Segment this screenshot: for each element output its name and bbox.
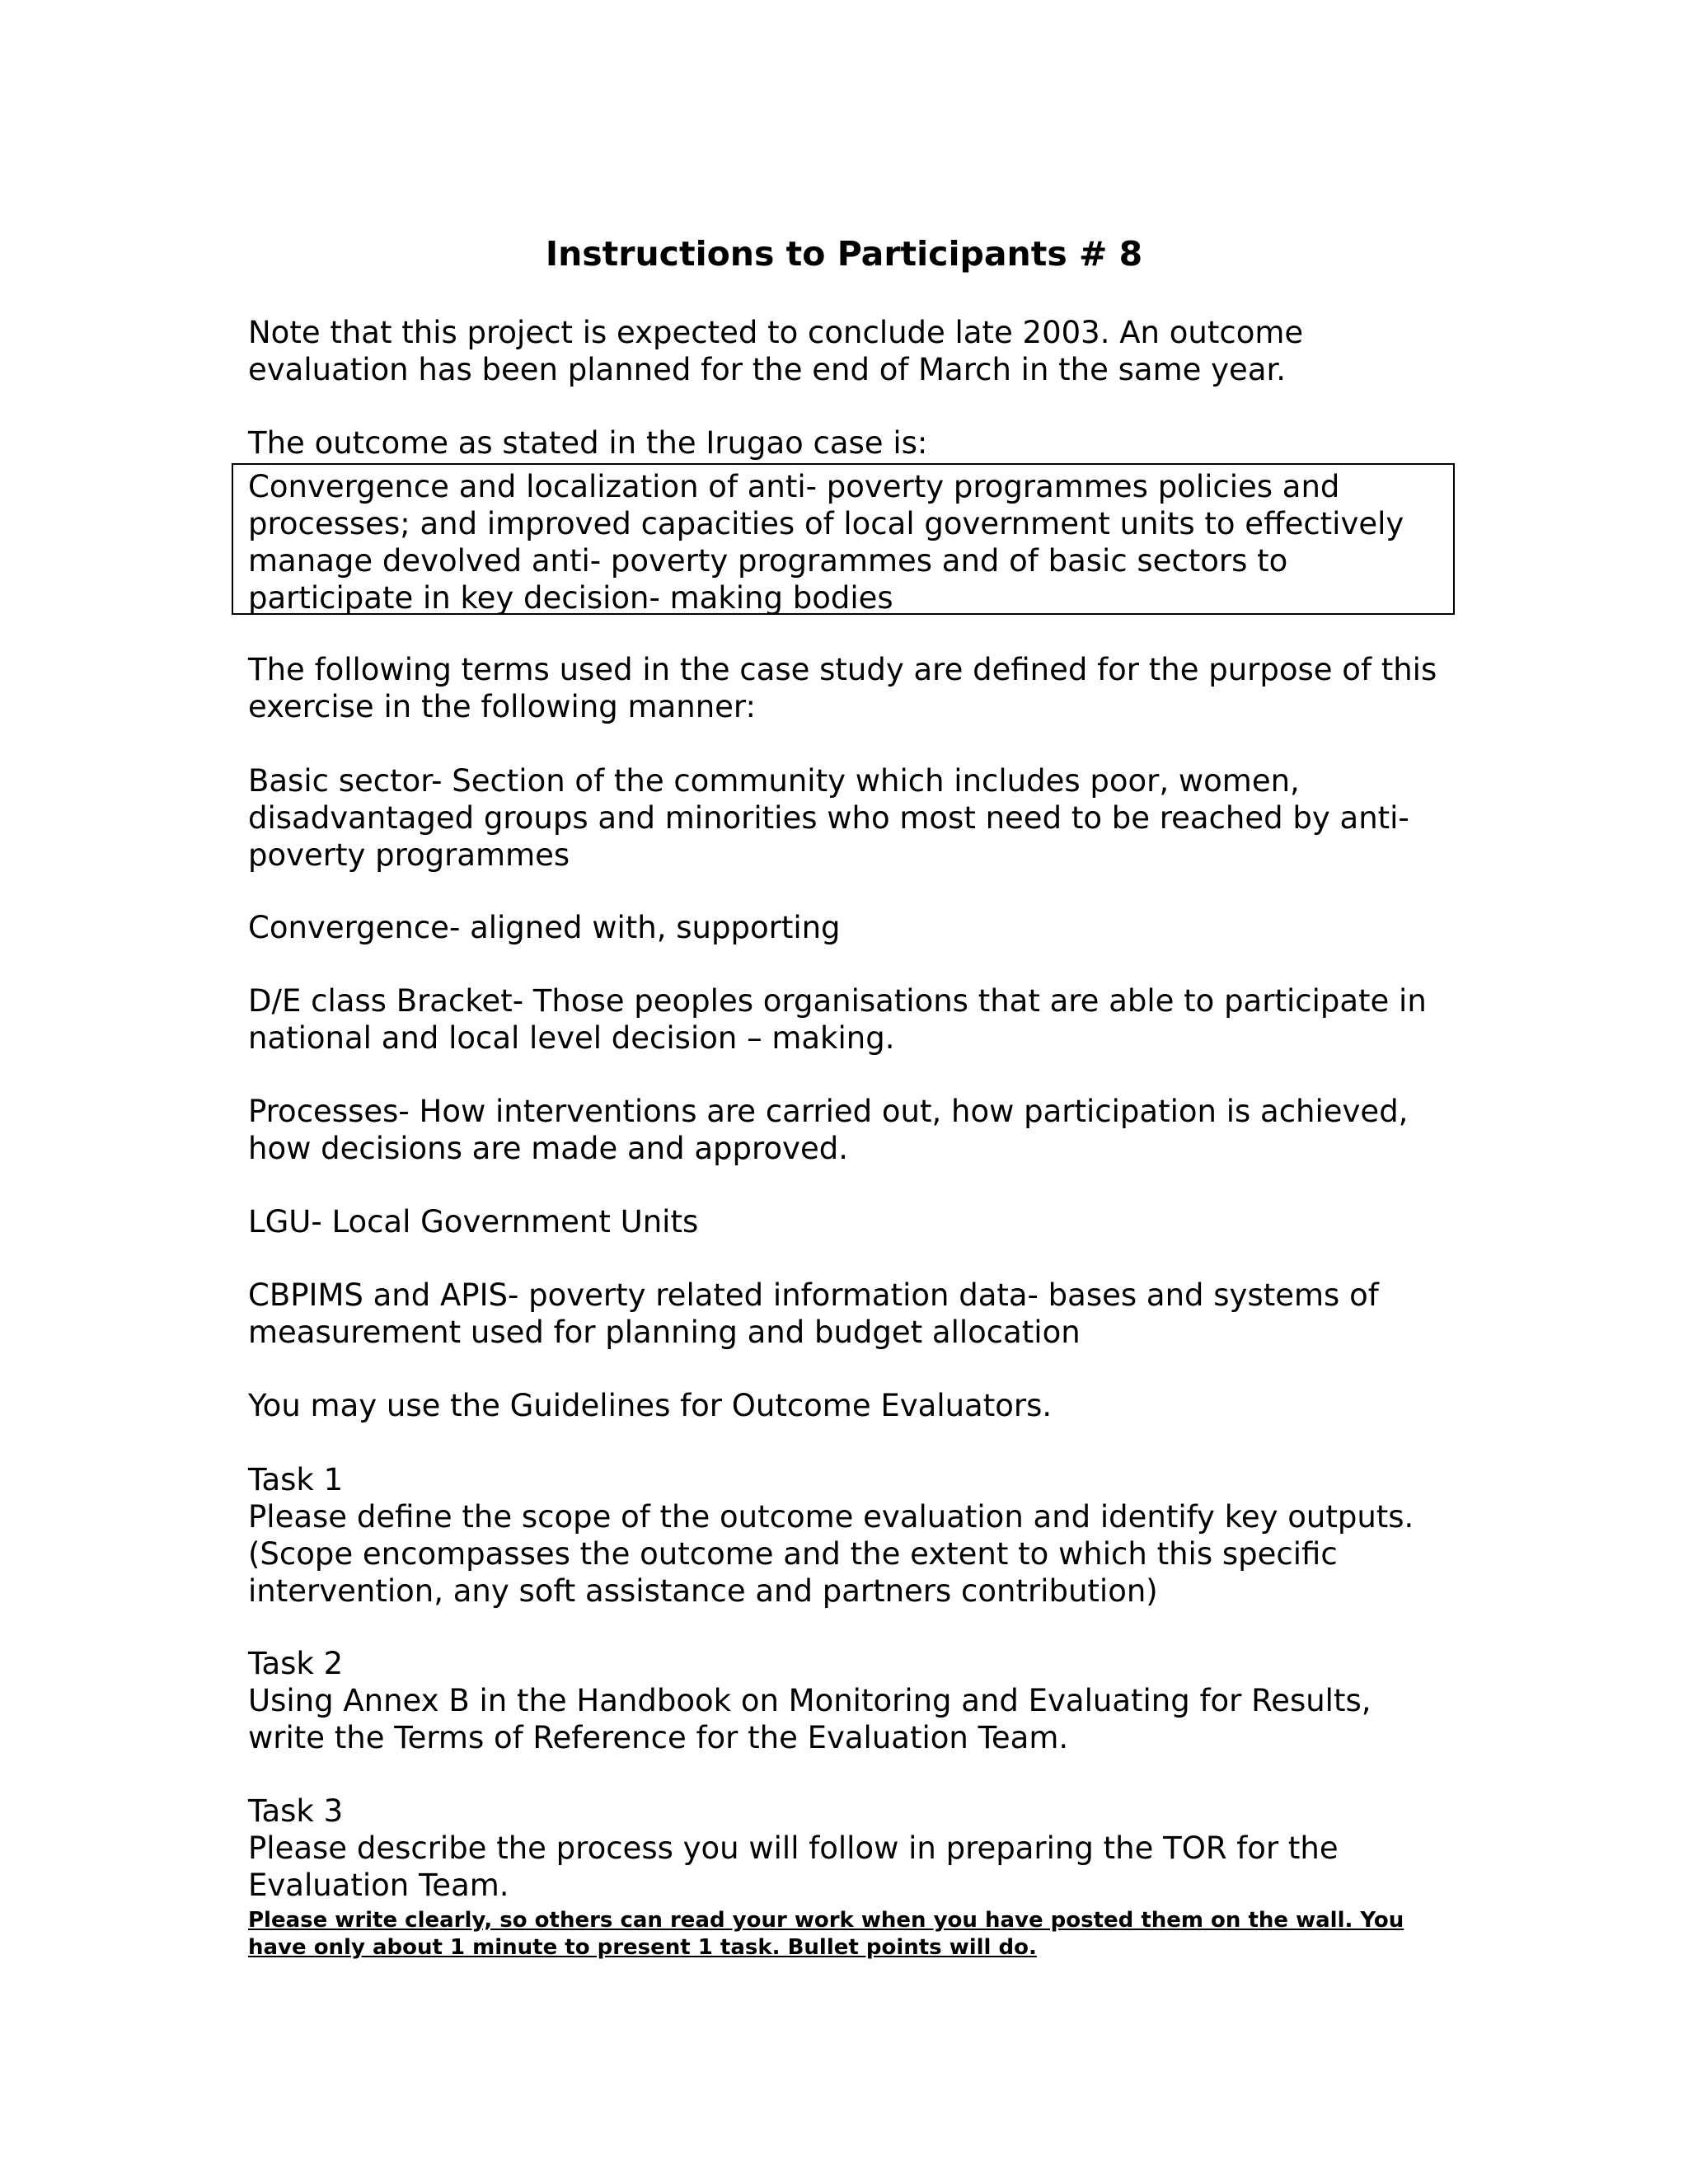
outcome-statement-box: Convergence and localization of anti- poverty programmes policies and processes; and improved capacities of local government units to effectively manage devolved anti- poverty programmes and of basic sectors to participate in key decision- making bodies <box>232 463 1455 615</box>
definition-lgu: LGU- Local Government Units <box>248 1204 699 1240</box>
definition-cbpims-apis: CBPIMS and APIS- poverty related information data- bases and systems of measurement used for planning and budget allocation <box>248 1277 1379 1350</box>
guidelines-note: You may use the Guidelines for Outcome Evaluators. <box>248 1388 1053 1423</box>
task-3-body: Please describe the process you will follow in preparing the TOR for the Evaluation Team. <box>248 1830 1339 1903</box>
task-3-heading: Task 3 <box>248 1793 344 1829</box>
definition-basic-sector: Basic sector- Section of the community which includes poor, women, disadvantaged groups and minorities who most need to be reached by anti- poverty programmes <box>248 763 1409 873</box>
terms-intro: The following terms used in the case study are defined for the purpose of this exercise in the following manner: <box>248 652 1437 724</box>
page-title: Instructions to Participants # 8 <box>545 234 1143 274</box>
intro-paragraph: Note that this project is expected to conclude late 2003. An outcome evaluation has been planned for the end of March in the same year. <box>248 315 1304 387</box>
outcome-label: The outcome as stated in the Irugao case is: <box>248 425 928 461</box>
definition-de-class-bracket: D/E class Bracket- Those peoples organisations that are able to participate in national and local level decision – making. <box>248 983 1427 1056</box>
task-2-body: Using Annex B in the Handbook on Monitoring and Evaluating for Results, write the Terms of Reference for the Evaluation Team. <box>248 1683 1372 1755</box>
definition-processes: Processes- How interventions are carried out, how participation is achieved, how decisions are made and approved. <box>248 1094 1409 1166</box>
task-1-heading: Task 1 <box>248 1462 344 1497</box>
task-2-heading: Task 2 <box>248 1646 344 1681</box>
definition-convergence: Convergence- aligned with, supporting <box>248 910 841 945</box>
task-1-body: Please define the scope of the outcome evaluation and identify key outputs. (Scope encompasses the outcome and the extent to which this specific intervention, any soft assistance and partners contribution) <box>248 1499 1414 1609</box>
footer-note: Please write clearly, so others can read your work when you have posted them on the wall. You have only about 1 minute to present 1 task. Bullet points will do. <box>248 1908 1404 1960</box>
